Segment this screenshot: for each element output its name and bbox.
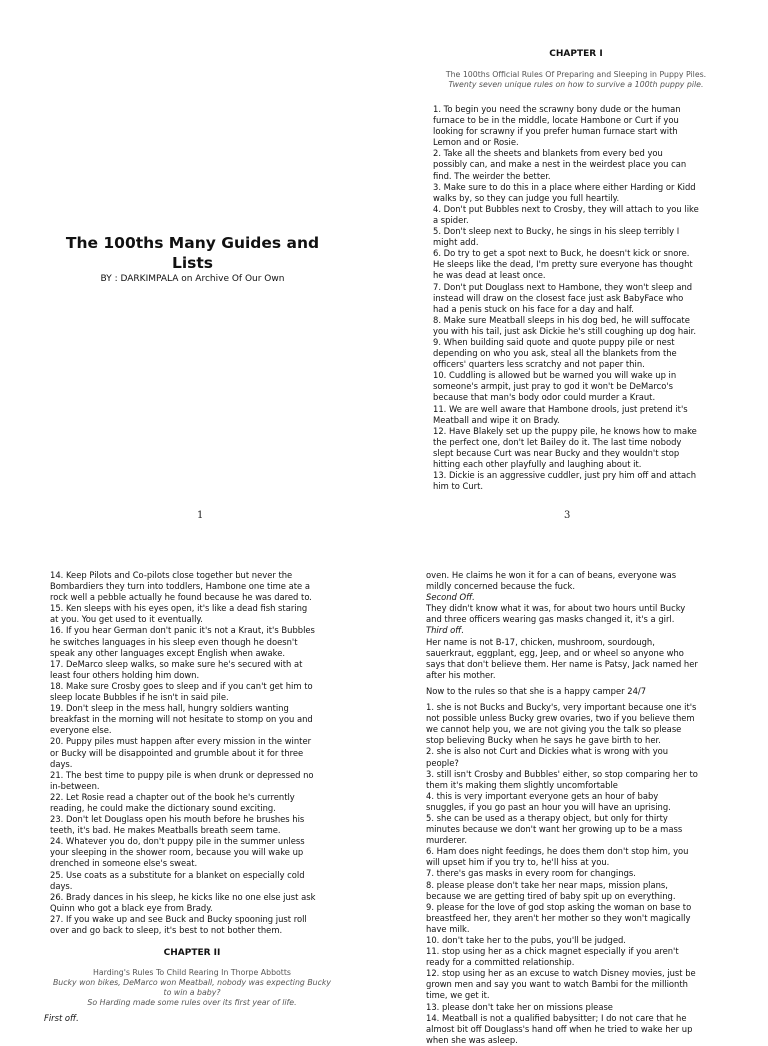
page-number-3: 3 [564, 510, 571, 521]
rule-line: you with his tail, just ask Dickie he's still coughing up dog hair. [433, 325, 697, 336]
rule-line: depending on who you ask, steal all the blankets from the [433, 348, 677, 359]
rule-line: 3. Make sure to do this in a place where either Harding or Kidd [433, 181, 696, 192]
rule-line: minutes because we don't want her growing up to be a mass [426, 824, 683, 835]
chapter-2-subtitle-italic-3: So Harding made some rules over its first year of life. [87, 998, 297, 1007]
body-line: and three officers wearing gas masks changed it, it's a girl. [426, 614, 675, 625]
rule-line: 24. Whatever you do, don't puppy pile in the summer unless [50, 836, 305, 847]
rule-line: not possible unless Bucky grew ovaries, two if you believe them [426, 713, 695, 724]
chapter-1-rules-continued [50, 570, 380, 936]
rule-line: 7. Don't put Douglass next to Hambone, they won't sleep and [433, 281, 693, 292]
rule-line: 6. Do try to get a spot next to Buck, he doesn't kick or snore. [433, 248, 690, 259]
rule-line: because we are getting tired of baby spit up on everything. [426, 890, 676, 901]
second-off-label: Second Off. [426, 592, 475, 603]
rule-line: 26. Brady dances in his sleep, he kicks like no one else just ask [50, 891, 316, 902]
rule-line: 18. Make sure Crosby goes to sleep and if you can't get him to [50, 680, 313, 691]
rule-line: speak any other languages except English when awake. [50, 647, 286, 658]
byline: BY : DARKIMPALA on Archive Of Our Own [100, 274, 285, 284]
body-line: Her name is not B-17, chicken, mushroom, sourdough, [426, 636, 655, 647]
rule-line: 21. The best time to puppy pile is when drunk or depressed no [50, 769, 314, 780]
chapter-2-subtitle-italic-2: to win a baby? [163, 988, 221, 997]
page-1 [0, 0, 384, 528]
rule-line: grown men and say you want to watch Bambi for the millionth [426, 979, 688, 990]
rule-line: reading, he could make the dictionary sound exciting. [50, 802, 276, 813]
rule-line: 10. Cuddling is allowed but be warned you will wake up in [433, 370, 677, 381]
rule-line: 17. DeMarco sleep walks, so make sure he's secured with at [50, 658, 303, 669]
rule-line: snuggles, if you go past an hour you will have an uprising. [426, 801, 671, 812]
rule-line: 9. please for the love of god stop asking the woman on base to [426, 901, 692, 912]
rule-line: 4. Don't put Bubbles next to Crosby, they will attach to you like [433, 203, 699, 214]
rule-line: 2. Take all the sheets and blankets from every bed you [433, 148, 663, 159]
rule-line: teeth, it's bad. He makes Meatballs breath seem tame. [50, 825, 281, 836]
rule-line: Bombardiers they turn into toddlers, Hambone one time ate a [50, 581, 310, 592]
rule-line: breastfeed her, they aren't her mother so they won't magically [426, 912, 691, 923]
rule-line: had a penis stuck on his face for a day and half. [433, 303, 634, 314]
rule-line: officers' quarters less scratchy and not paper thin. [433, 359, 645, 370]
body-line: oven. He claims he won it for a can of beans, everyone was [426, 570, 677, 580]
rule-line: 4. this is very important everyone gets an hour of baby [426, 790, 659, 801]
rule-line: Lemon and or Rosie. [433, 137, 519, 148]
page-number-1: 1 [197, 510, 204, 521]
rule-line: have milk. [426, 923, 470, 934]
rule-line: 1. she is not Bucks and Bucky's, very important because one it's [426, 702, 697, 713]
rules-intro: Now to the rules so that she is a happy camper 24/7 [426, 685, 647, 696]
rule-line: 8. please please don't take her near maps, mission plans, [426, 879, 668, 890]
document-title [50, 233, 335, 273]
rule-line: at you. You get used to it eventually. [50, 614, 203, 625]
rule-line: because that man's body odor could murder a Kraut. [433, 392, 656, 403]
rule-line: your sleeping in the shower room, because you will wake up [50, 847, 304, 858]
rule-line: slept because Curt was near Bucky and they wouldn't stop [433, 447, 680, 458]
rule-line: the perfect one, don't let Bailey do it. The last time nobody [433, 436, 682, 447]
rule-line: 8. Make sure Meatball sleeps in his dog bed, he will suffocate [433, 314, 690, 325]
rule-line: stop believing Bucky when he says he gave birth to her. [426, 735, 661, 746]
rule-line: 22. Let Rosie read a chapter out of the book he's currently [50, 791, 295, 802]
chapter-2-subtitle: Harding's Rules To Child Rearing In Thorpe Abbotts [93, 968, 291, 977]
rule-line: 14. Meatball is not a qualified babysitter; I do not care that he [426, 1012, 687, 1023]
rule-line: 12. stop using her as an excuse to watch Disney movies, just be [426, 968, 696, 979]
rule-line: furnace to be in the middle, locate Hambone or Curt if you [433, 115, 679, 126]
body-line: sauerkraut, eggplant, egg, Jeep, and or wheel so anyone who [426, 647, 684, 658]
chapter-1-subtitle: The 100ths Official Rules Of Preparing and Sleeping in Puppy Piles. [445, 70, 707, 79]
chapter-1-heading: CHAPTER I [549, 49, 603, 59]
body-line: after his mother. [426, 669, 496, 680]
rule-line: 13. Dickie is an aggressive cuddler, just pry him off and attach [433, 470, 697, 481]
rule-line: days. [50, 758, 73, 769]
rule-line: when she was asleep. [426, 1034, 518, 1045]
rule-line: hitting each other playfully and laughing about it. [433, 459, 642, 469]
rule-line: 5. she can be used as a therapy object, but only for thirty [426, 812, 668, 823]
rule-line: time, we get it. [426, 990, 490, 1001]
rule-line: drenched in someone else's sweat. [50, 858, 198, 869]
chapter-2-body [426, 570, 766, 1046]
rule-line: 11. stop using her as a chick magnet especially if you aren't [426, 946, 679, 957]
rule-line: 23. Don't let Douglass open his mouth before he brushes his [50, 814, 305, 825]
rule-line: someone's armpit, just pray to god it won't be DeMarco's [433, 381, 674, 392]
chapter-2-heading: CHAPTER II [163, 948, 221, 958]
rule-line: almost bit off Douglass's hand off when he tried to wake her up [426, 1023, 693, 1034]
rule-line: he switches languages in his sleep even though he doesn't [50, 636, 298, 647]
chapter-1-rules [433, 104, 763, 492]
rule-line: 14. Keep Pilots and Co-pilots close together but never the [50, 570, 293, 580]
rule-line: breakfast in the morning will not hesitate to stomp on you and [50, 714, 313, 725]
title-line-2: Lists [171, 254, 214, 272]
rule-line: will upset him if you try to, he'll hiss at you. [426, 857, 610, 868]
body-line: They didn't know what it was, for about two hours until Bucky [426, 603, 686, 614]
rule-line: 25. Use coats as a substitute for a blanket on especially cold [50, 869, 305, 880]
rule-line: looking for scrawny if you prefer human furnace start with [433, 126, 678, 137]
rule-line: or Bucky will be disappointed and grumble about it for three [50, 747, 304, 758]
body-line: says that don't believe them. Her name is Patsy, Jack named her [426, 658, 698, 669]
rule-line: 6. Ham does night feedings, he does them don't stop him, you [426, 846, 689, 857]
rule-line: possibly can, and make a nest in the weirdest place you can [433, 159, 687, 170]
page-bottom-right [384, 528, 768, 1045]
rule-line: find. The weirder the better. [433, 170, 551, 181]
rule-line: he was dead at least once. [433, 270, 546, 281]
rule-line: 16. If you hear German don't panic it's not a Kraut, it's Bubbles [50, 625, 315, 636]
rule-line: 20. Puppy piles must happen after every mission in the winter [50, 736, 312, 747]
rule-line: rock well a pebble actually he found because he was dared to. [50, 592, 312, 603]
rule-line: Quinn who got a black eye from Brady. [50, 902, 213, 913]
rule-line: 2. she is also not Curt and Dickies what is wrong with you [426, 746, 669, 757]
rule-line: walks by, so they can judge you full heartily. [433, 192, 620, 203]
first-off-text: First off. [44, 1013, 79, 1023]
rule-line: a spider. [433, 214, 469, 225]
rule-line: 9. When building said quote and quote puppy pile or nest [433, 336, 675, 347]
rule-line: 5. Don't sleep next to Bucky, he sings in his sleep terribly I [433, 226, 680, 237]
chapter-2-subtitle-italic-1: Bucky won bikes, DeMarco won Meatball, nobody was expecting Bucky [52, 978, 332, 987]
rule-line: 15. Ken sleeps with his eyes open, it's like a dead fish staring [50, 603, 308, 614]
rule-line: He sleeps like the dead, I'm pretty sure everyone has thought [433, 259, 693, 270]
rule-line: people? [426, 757, 459, 768]
rule-line: everyone else. [50, 725, 112, 736]
rule-line: 27. If you wake up and see Buck and Bucky spooning just roll [50, 913, 307, 924]
rule-line: sleep locate Bubbles if he isn't in said pile. [50, 692, 229, 703]
rule-line: ready for a committed relationship. [426, 957, 575, 968]
rule-line: we cannot help you, we are not giving you the talk so please [426, 724, 682, 735]
rule-line: might add. [433, 237, 479, 248]
rule-line: 3. still isn't Crosby and Bubbles' either, so stop comparing her to [426, 768, 698, 779]
rule-line: 11. We are well aware that Hambone drools, just pretend it's [433, 403, 688, 414]
rule-line: him to Curt. [433, 481, 484, 492]
rule-line: Meatball and wipe it on Brady. [433, 414, 560, 425]
title-line-1: The 100ths Many Guides and [65, 234, 320, 252]
rule-line: 19. Don't sleep in the mess hall, hungry soldiers wanting [50, 703, 289, 714]
rule-line: least four others holding him down. [50, 669, 200, 680]
page-3 [384, 0, 768, 528]
first-off-label [44, 1013, 79, 1024]
rule-line: instead will draw on the closest face just ask BabyFace who [433, 292, 684, 303]
rule-line: over and go back to sleep, it's best to not bother them. [50, 925, 283, 935]
rule-line: 7. there's gas masks in every room for changings. [426, 868, 636, 879]
third-off-label: Third off. [426, 625, 465, 636]
rule-line: them it's making them slightly uncomfortable [426, 779, 618, 790]
rule-line: in-between. [50, 780, 100, 791]
rule-line: 13. please don't take her on missions please [426, 1001, 613, 1012]
body-line: mildly concerned because the fuck. [426, 581, 576, 592]
rule-line: 1. To begin you need the scrawny bony dude or the human [433, 104, 681, 114]
page-bottom-left [0, 528, 384, 1024]
rule-line: 12. Have Blakely set up the puppy pile, he knows how to make [433, 425, 697, 436]
rule-line: days. [50, 880, 73, 891]
rule-line: 10. don't take her to the pubs, you'll be judged. [426, 935, 626, 945]
chapter-1-subtitle-italic: Twenty seven unique rules on how to survive a 100th puppy pile. [448, 80, 704, 89]
rule-line: murderer. [426, 835, 467, 846]
